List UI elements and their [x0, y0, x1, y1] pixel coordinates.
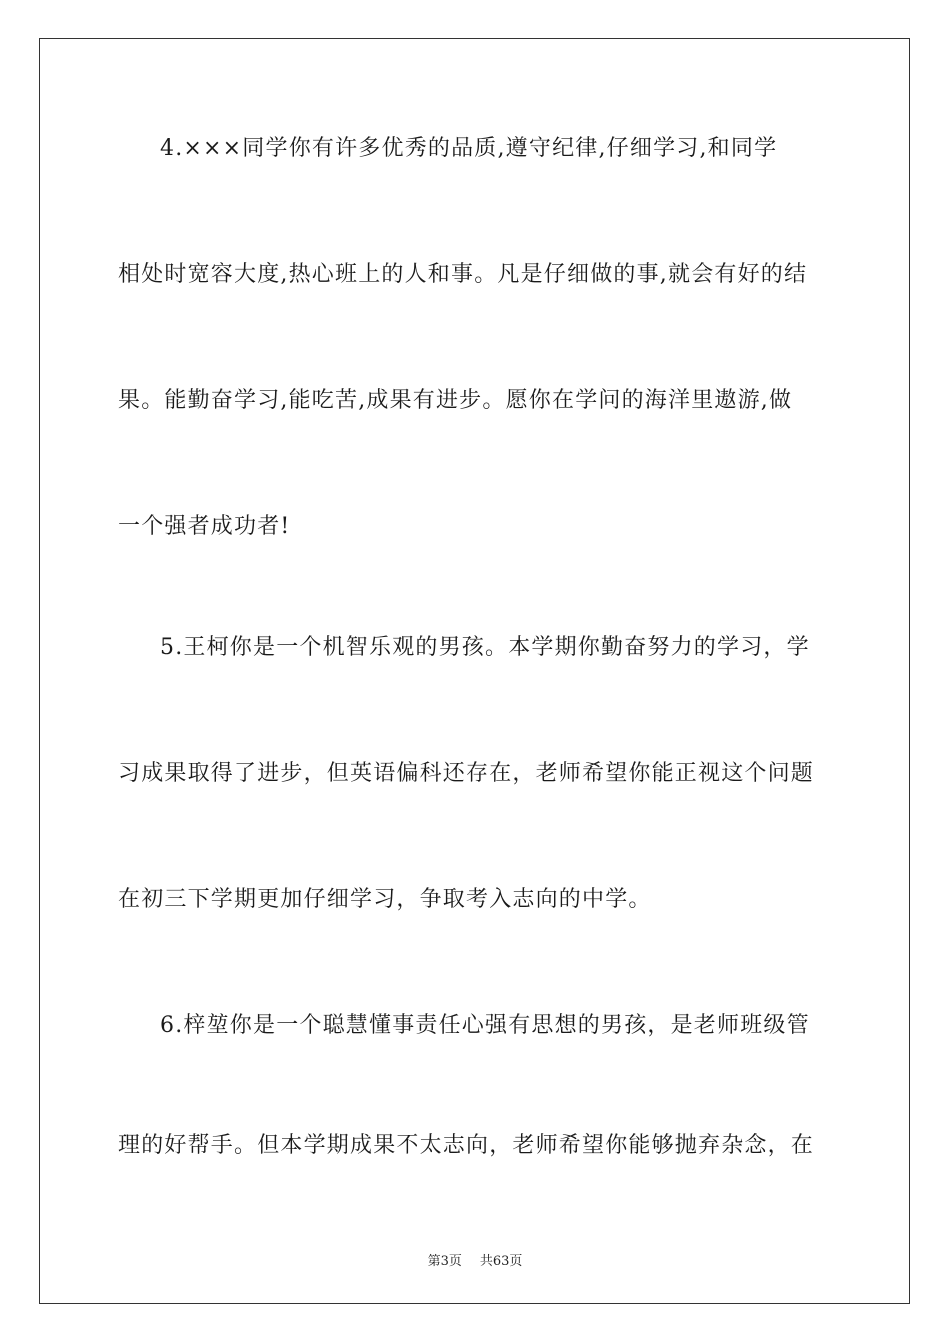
paragraph-4-line-3: 果。能勤奋学习,能吃苦,成果有进步。愿你在学问的海洋里遨游,做	[118, 388, 793, 413]
page-footer	[0, 1250, 950, 1269]
paragraph-6-line-1: 6.梓堃你是一个聪慧懂事责任心强有思想的男孩，是老师班级管	[160, 1013, 810, 1038]
paragraph-5-line-1: 5.王柯你是一个机智乐观的男孩。本学期你勤奋努力的学习，学	[160, 635, 810, 660]
paragraph-5-line-3: 在初三下学期更加仔细学习，争取考入志向的中学。	[118, 887, 652, 912]
page-number: 第3页	[427, 1254, 462, 1269]
paragraph-4-line-2: 相处时宽容大度,热心班上的人和事。凡是仔细做的事,就会有好的结	[118, 262, 808, 287]
paragraph-4-line-1: 4.×××同学你有许多优秀的品质,遵守纪律,仔细学习,和同学	[160, 136, 778, 161]
paragraph-4-line-4: 一个强者成功者!	[118, 514, 291, 539]
paragraph-5-line-2: 习成果取得了进步，但英语偏科还存在，老师希望你能正视这个问题	[118, 761, 815, 786]
paragraph-6-line-2: 理的好帮手。但本学期成果不太志向，老师希望你能够抛弃杂念，在	[118, 1133, 815, 1158]
page-total: 共63页	[479, 1254, 523, 1269]
page-border	[39, 38, 910, 1304]
